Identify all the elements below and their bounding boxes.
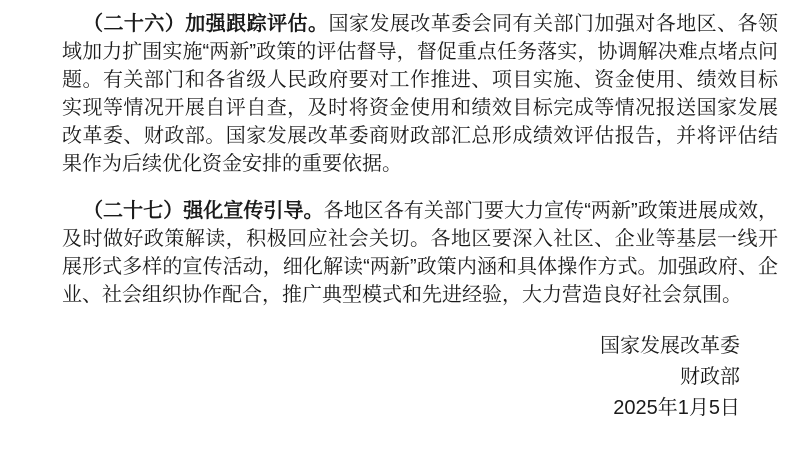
paragraph-section-27	[62, 197, 778, 309]
signature-issuer-ndrc: 国家发展改革委	[600, 335, 740, 357]
section-26-heading: （二十六）加强跟踪评估。	[83, 13, 329, 35]
signature-issuer-mof: 财政部	[680, 366, 740, 388]
signature-date: 2025年1月5日	[613, 397, 740, 419]
section-26-body: 国家发展改革委会同有关部门加强对各地区、各领域加力扩围实施“两新”政策的评估督导，督促重点任务落实，协调解决难点堵点问题。有关部门和各省级人民政府要对工作推进、项目实施、资金使用、绩效目标实现等情况开展自评自查，及时将资金使用和绩效目标完成等情况报送国家发展改革委、财政部。国家发展改革委商财政部汇总形成绩效评估报告，并将评估结果作为后续优化资金安排的重要依据。	[62, 13, 779, 175]
paragraph-section-26	[62, 10, 778, 178]
section-27-heading: （二十七）强化宣传引导。	[83, 200, 324, 222]
signature-block	[62, 331, 778, 424]
section-27-body: 各地区各有关部门要大力宣传“两新”政策进展成效，及时做好政策解读，积极回应社会关切。各地区要深入社区、企业等基层一线开展形式多样的宣传活动，细化解读“两新”政策内涵和具体操作方式。加强政府、企业、社会组织协作配合，推广典型模式和先进经验，大力营造良好社会氛围。	[62, 200, 778, 306]
